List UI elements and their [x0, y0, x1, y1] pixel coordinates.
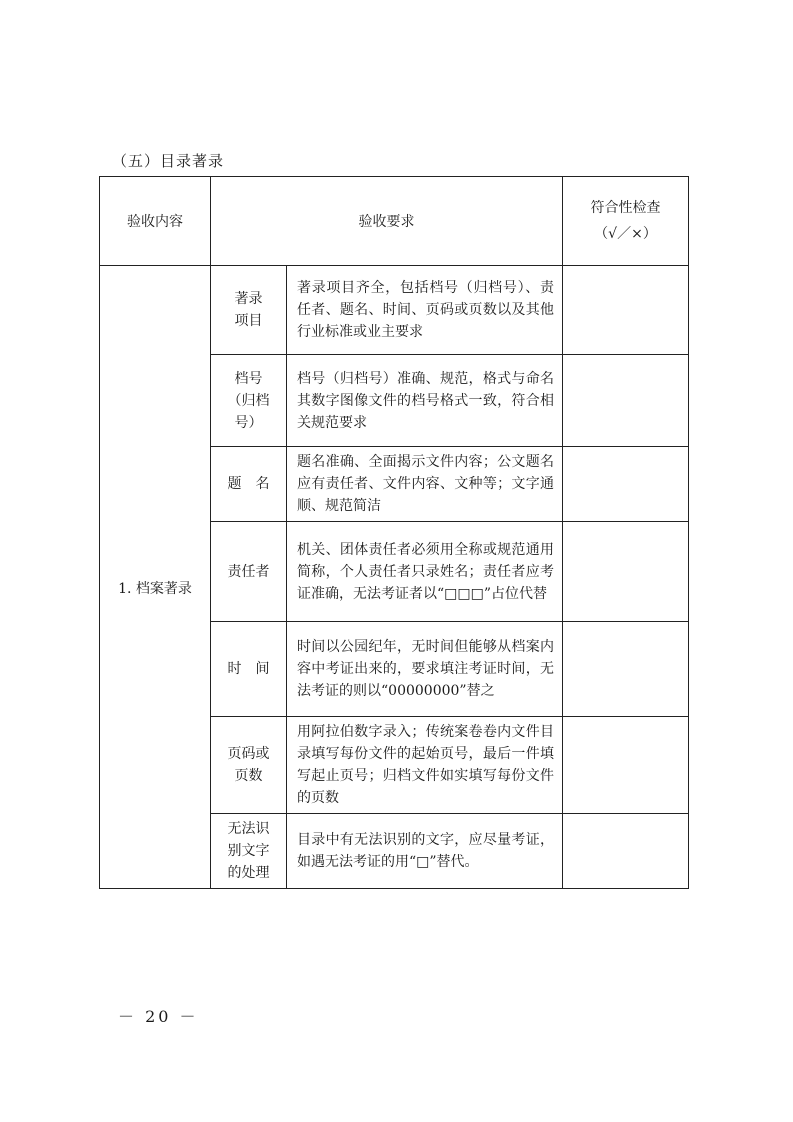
row-check-cell[interactable]: [563, 622, 689, 717]
row-label: 时 间: [211, 622, 287, 717]
row-requirement: 用阿拉伯数字录入；传统案卷卷内文件目录填写每份文件的起始页号，最后一件填写起止页号；归档文件如实填写每份文件的页数: [287, 717, 563, 814]
row-check-cell[interactable]: [563, 814, 689, 889]
row-label: 档号 （归档 号）: [211, 355, 287, 447]
row-requirement: 时间以公园纪年，无时间但能够从档案内容中考证出来的，要求填注考证时间，无法考证的则以“00000000”替之: [287, 622, 563, 717]
row-check-cell[interactable]: [563, 266, 689, 355]
row-requirement: 档号（归档号）准确、规范，格式与命名其数字图像文件的档号格式一致，符合相关规范要求: [287, 355, 563, 447]
section-title: （五）目录著录: [112, 152, 225, 170]
table-header-row: [100, 177, 689, 266]
row-check-cell[interactable]: [563, 717, 689, 814]
header-check-title: 符合性检查: [590, 200, 661, 216]
table-row: [100, 266, 689, 355]
row-requirement: 目录中有无法识别的文字，应尽量考证，如遇无法考证的用“□”替代。: [287, 814, 563, 889]
row-label: 题 名: [211, 447, 287, 522]
row-check-cell[interactable]: [563, 447, 689, 522]
content-category: 1. 档案著录: [100, 266, 211, 889]
row-label: 著录 项目: [211, 266, 287, 355]
row-label: 页码或 页数: [211, 717, 287, 814]
row-label: 责任者: [211, 522, 287, 622]
header-content: 验收内容: [100, 177, 211, 266]
header-requirement: 验收要求: [211, 177, 563, 266]
row-label: 无法识 别文字 的处理: [211, 814, 287, 889]
row-check-cell[interactable]: [563, 522, 689, 622]
page-number: － 20 －: [118, 1007, 199, 1026]
acceptance-table: [99, 176, 689, 889]
header-check: [563, 177, 689, 266]
row-requirement: 题名准确、全面揭示文件内容；公文题名应有责任者、文件内容、文种等；文字通顺、规范简洁: [287, 447, 563, 522]
row-requirement: 著录项目齐全，包括档号（归档号）、责任者、题名、时间、页码或页数以及其他行业标准或业主要求: [287, 266, 563, 355]
row-check-cell[interactable]: [563, 355, 689, 447]
header-check-symbols: （√／×）: [594, 226, 657, 242]
row-requirement: 机关、团体责任者必须用全称或规范通用简称，个人责任者只录姓名；责任者应考证准确，无法考证者以“□□□”占位代替: [287, 522, 563, 622]
